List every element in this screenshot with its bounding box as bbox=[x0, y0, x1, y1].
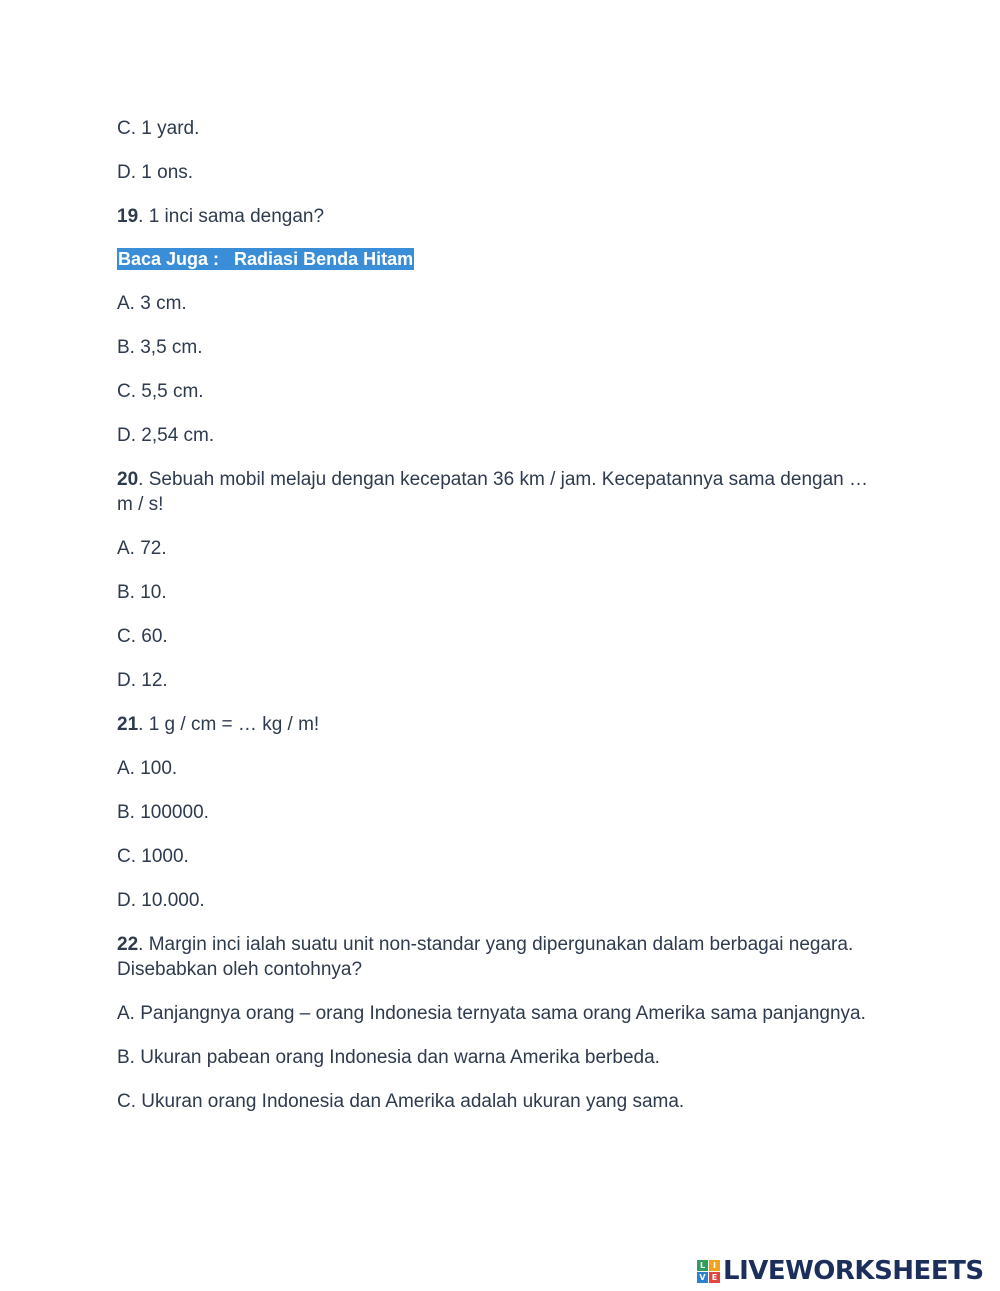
option-b-35cm: B. 3,5 cm. bbox=[117, 337, 203, 358]
logo-letter-l: L bbox=[697, 1260, 708, 1271]
question-number: 19 bbox=[117, 206, 139, 227]
brand-name: LIVEWORKSHEETS bbox=[723, 1256, 984, 1286]
option-a-3cm: A. 3 cm. bbox=[117, 293, 187, 314]
option-c-yard: C. 1 yard. bbox=[117, 118, 200, 139]
option-b-ukuran-pabean: B. Ukuran pabean orang Indonesia dan warna Amerika berbeda. bbox=[117, 1047, 660, 1068]
baca-juga-banner[interactable] bbox=[117, 247, 887, 272]
option-d-254cm: D. 2,54 cm. bbox=[117, 425, 215, 446]
liveworksheets-logo[interactable] bbox=[697, 1253, 997, 1289]
option-a-panjangnya: A. Panjangnya orang – orang Indonesia ternyata sama orang Amerika sama panjangnya. bbox=[117, 1003, 866, 1024]
baca-juga-link[interactable]: Baca Juga : Radiasi Benda Hitam bbox=[118, 249, 414, 269]
question-text: . Margin inci ialah suatu unit non-standar yang dipergunakan dalam berbagai negara. Disebabkan oleh contohnya? bbox=[117, 934, 854, 980]
option-a-100: A. 100. bbox=[117, 758, 178, 779]
option-c-55cm: C. 5,5 cm. bbox=[117, 381, 204, 402]
option-c-ukuran-sama: C. Ukuran orang Indonesia dan Amerika adalah ukuran yang sama. bbox=[117, 1091, 685, 1112]
option-a-72: A. 72. bbox=[117, 538, 167, 559]
option-b-100000: B. 100000. bbox=[117, 802, 209, 823]
question-number: 20 bbox=[117, 469, 139, 490]
worksheet-content bbox=[117, 116, 887, 1133]
option-d-10000: D. 10.000. bbox=[117, 890, 205, 911]
option-d-ons: D. 1 ons. bbox=[117, 162, 194, 183]
question-number: 21 bbox=[117, 714, 139, 735]
logo-icon bbox=[697, 1260, 720, 1283]
option-c-60: C. 60. bbox=[117, 626, 168, 647]
option-c-1000: C. 1000. bbox=[117, 846, 189, 867]
question-19 bbox=[117, 204, 887, 229]
question-number: 22 bbox=[117, 934, 139, 955]
question-20 bbox=[117, 467, 887, 517]
option-b-10: B. 10. bbox=[117, 582, 167, 603]
question-22 bbox=[117, 932, 887, 982]
question-text: . 1 inci sama dengan? bbox=[138, 206, 325, 227]
logo-letter-e: E bbox=[709, 1272, 720, 1283]
logo-letter-i: I bbox=[709, 1260, 720, 1271]
question-text: . Sebuah mobil melaju dengan kecepatan 36 km / jam. Kecepatannya sama dengan … m / s! bbox=[117, 469, 868, 515]
option-d-12: D. 12. bbox=[117, 670, 168, 691]
question-text: . 1 g / cm = … kg / m! bbox=[138, 714, 320, 735]
logo-letter-v: V bbox=[697, 1272, 708, 1283]
question-21 bbox=[117, 712, 887, 737]
